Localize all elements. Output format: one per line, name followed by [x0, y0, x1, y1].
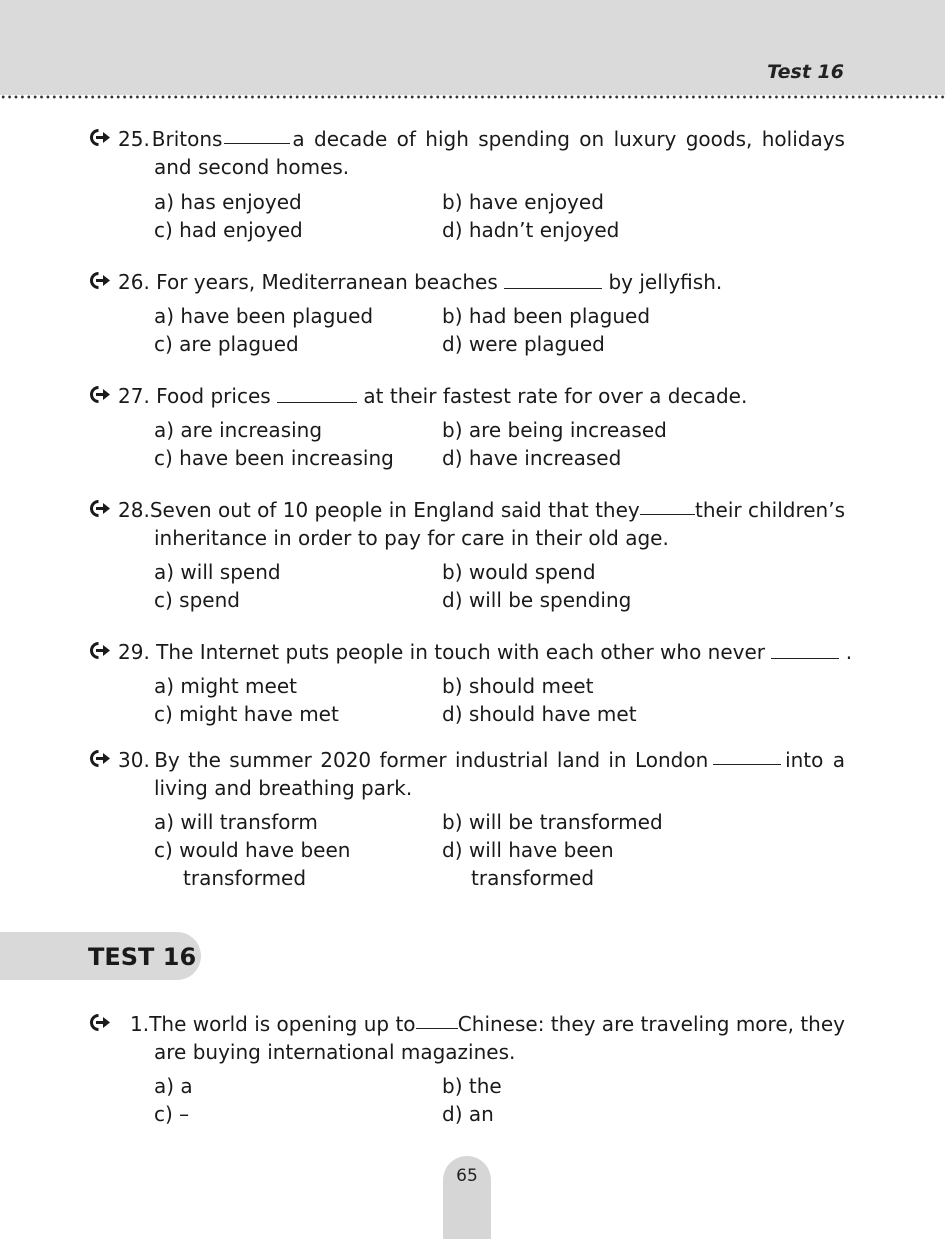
option-d: d) hadn’t enjoyed	[442, 218, 620, 242]
option-c: c) might have met	[154, 702, 339, 726]
option-c: c) spend	[154, 588, 240, 612]
question-text-after: at their fastest rate for over a decade.	[363, 384, 748, 408]
question-number: 30.	[118, 748, 150, 772]
arrow-bullet-icon	[90, 1014, 112, 1031]
option-d: d) will have been	[442, 838, 614, 862]
question-text	[118, 125, 845, 153]
dotted-divider	[0, 94, 945, 100]
question-text-line2: living and breathing park.	[154, 776, 413, 800]
question-text-after: by jellyfish.	[608, 270, 723, 294]
question-text	[118, 638, 852, 666]
question-number: 1.	[130, 1012, 150, 1036]
answer-blank	[224, 125, 290, 144]
question-number: 27.	[118, 384, 150, 408]
option-b: b) will be transformed	[442, 810, 663, 834]
arrow-bullet-icon	[90, 642, 112, 659]
option-d: d) have increased	[442, 446, 622, 470]
answer-blank	[416, 1010, 458, 1029]
page-number-tab	[443, 1156, 491, 1239]
arrow-bullet-icon	[90, 386, 112, 403]
question-text-after: into a	[785, 748, 845, 772]
question-number: 26.	[118, 270, 150, 294]
option-a: a) have been plagued	[154, 304, 374, 328]
option-b: b) the	[442, 1074, 502, 1098]
option-c-continued: transformed	[183, 866, 307, 890]
option-a: a) will spend	[154, 560, 281, 584]
question-text-before: For years, Mediterranean beaches	[156, 270, 498, 294]
question-number: 25.	[118, 127, 150, 151]
option-b: b) should meet	[442, 674, 594, 698]
option-a: a) has enjoyed	[154, 190, 302, 214]
option-b: b) have enjoyed	[442, 190, 604, 214]
question-text-before: Seven out of 10 people in England said that they	[149, 498, 640, 522]
header-band	[0, 0, 945, 95]
page-number: 65	[456, 1166, 478, 1186]
question-text-before: Food prices	[156, 384, 271, 408]
question-text	[118, 382, 747, 410]
question-text	[118, 746, 845, 774]
question-text-before: Britons	[151, 127, 223, 151]
option-d: d) should have met	[442, 702, 637, 726]
option-a: a) a	[154, 1074, 193, 1098]
question-text-line2: are buying international magazines.	[154, 1040, 516, 1064]
answer-blank	[277, 384, 357, 403]
question-text	[118, 496, 845, 524]
option-b: b) had been plagued	[442, 304, 651, 328]
option-c: c) had enjoyed	[154, 218, 303, 242]
question-text-before: The world is opening up to	[149, 1012, 416, 1036]
question-number: 28.	[118, 498, 150, 522]
answer-blank	[640, 496, 695, 515]
section-tab	[0, 932, 201, 980]
arrow-bullet-icon	[90, 272, 112, 289]
question-text-after: a decade of high spending on luxury goods, holidays	[292, 127, 845, 151]
option-c: c) are plagued	[154, 332, 299, 356]
option-a: a) are increasing	[154, 418, 323, 442]
option-a: a) will transform	[154, 810, 318, 834]
question-text	[118, 268, 722, 296]
option-d-continued: transformed	[471, 866, 595, 890]
question-text-line2: and second homes.	[154, 155, 350, 179]
answer-blank	[504, 270, 602, 289]
question-text-after: their children’s	[695, 498, 845, 522]
question-number: 29.	[118, 640, 150, 664]
answer-blank	[713, 746, 781, 765]
running-header-title: Test 16	[767, 61, 844, 83]
question-text-line2: inheritance in order to pay for care in their old age.	[154, 526, 669, 550]
question-text	[130, 1010, 845, 1038]
option-b: b) are being increased	[442, 418, 667, 442]
arrow-bullet-icon	[90, 129, 112, 146]
option-c: c) would have been	[154, 838, 351, 862]
option-b: b) would spend	[442, 560, 596, 584]
section-title: TEST 16	[88, 943, 197, 971]
arrow-bullet-icon	[90, 750, 112, 767]
arrow-bullet-icon	[90, 500, 112, 517]
option-c: c) have been increasing	[154, 446, 394, 470]
question-text-after: .	[845, 640, 853, 664]
answer-blank	[771, 640, 839, 659]
question-text-after: Chinese: they are traveling more, they	[457, 1012, 845, 1036]
option-a: a) might meet	[154, 674, 297, 698]
option-d: d) were plagued	[442, 332, 605, 356]
question-text-before: The Internet puts people in touch with each other who never	[156, 640, 765, 664]
question-text-before: By the summer 2020 former industrial land in London	[154, 748, 709, 772]
option-d: d) will be spending	[442, 588, 632, 612]
option-d: d) an	[442, 1102, 494, 1126]
option-c: c) –	[154, 1102, 190, 1126]
